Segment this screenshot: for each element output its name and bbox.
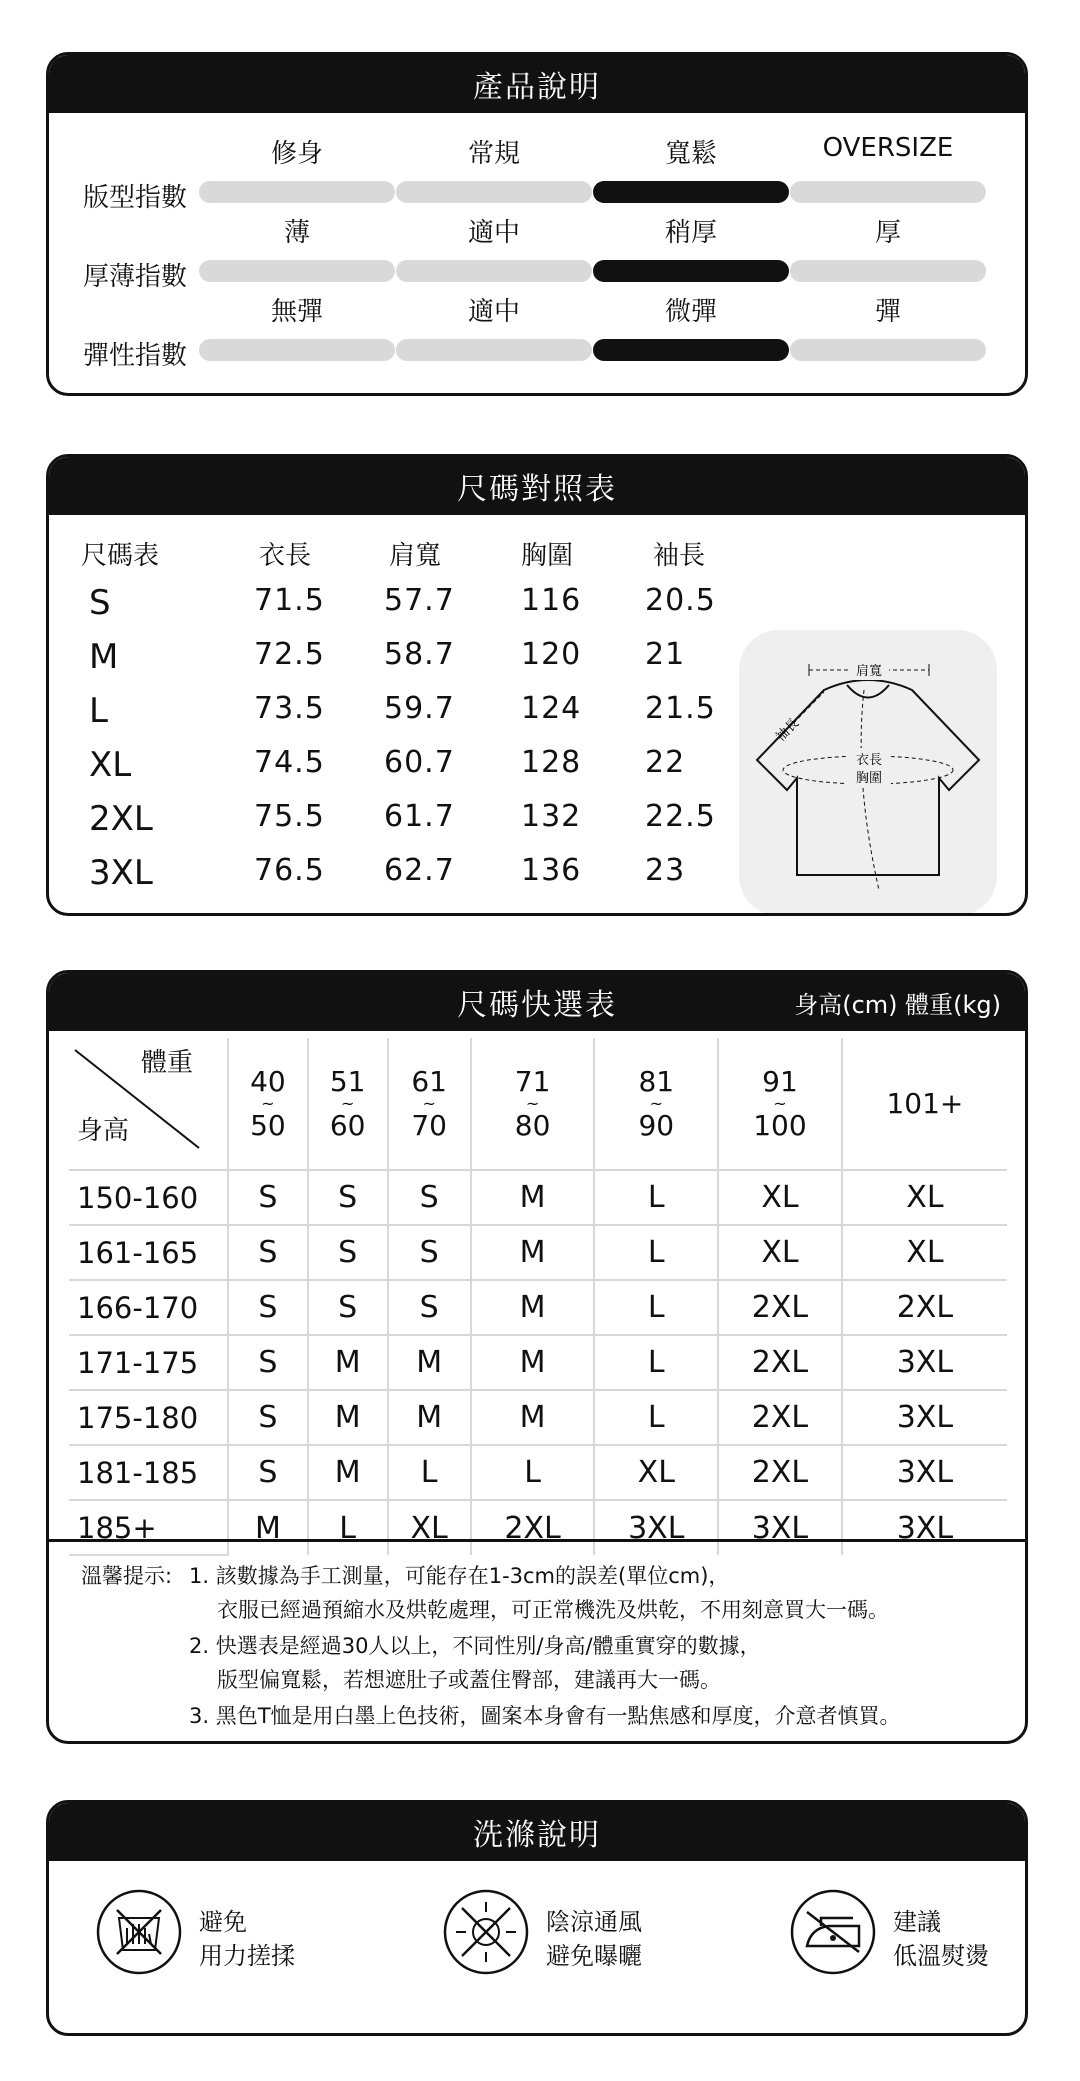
size-value: 74.5 [254,745,325,780]
size-label: 3XL [89,853,153,893]
weight-tilde: ~ [422,1093,436,1113]
product-option-bar [199,339,395,361]
size-cell: L [308,1500,388,1555]
height-range-cell: 185+ [69,1500,228,1555]
weight-range-header [471,1038,595,1170]
size-cell: S [308,1170,388,1225]
product-title: 產品說明 [49,55,1025,113]
size-value: 71.5 [254,583,325,618]
size-value: 75.5 [254,799,325,834]
no-hand-wash-icon [95,1888,183,1976]
size-cell: 2XL [718,1335,842,1390]
size-value: 120 [521,637,582,672]
size-cell: M [228,1500,308,1555]
weight-max: 80 [514,1108,551,1142]
size-cell: 3XL [842,1335,1007,1390]
weight-min: 61 [411,1064,447,1098]
wash-title: 洗滌說明 [49,1803,1025,1861]
size-cell: S [308,1225,388,1280]
size-cell: S [228,1445,308,1500]
height-range-cell: 166-170 [69,1280,228,1335]
product-card [46,52,1028,396]
no-sun-icon [442,1888,530,1976]
weight-max: 50 [250,1108,286,1142]
size-chart-header-chest: 胸圍 [521,541,574,571]
table-row [69,1390,1007,1445]
weight-min: 40 [250,1064,286,1098]
product-option-label: 無彈 [270,297,323,327]
size-label: S [89,583,111,623]
size-value: 124 [521,691,582,726]
size-chart-card [46,454,1028,916]
size-cell: L [594,1280,718,1335]
size-cell: XL [718,1225,842,1280]
weight-range-header [594,1038,718,1170]
size-chart-header-shoulder: 肩寬 [389,541,442,571]
size-label: 2XL [89,799,153,839]
size-cell: L [594,1170,718,1225]
size-cell: XL [388,1500,471,1555]
size-cell: 2XL [842,1280,1007,1335]
product-option-bar [790,181,986,203]
weight-tilde: ~ [773,1093,787,1113]
low-iron-icon [789,1888,877,1976]
weight-max: 60 [329,1108,366,1142]
size-label: L [89,691,108,731]
product-option-bar-selected [593,260,789,282]
weight-range-header [388,1038,471,1170]
size-value: 132 [521,799,582,834]
size-value: 57.7 [384,583,455,618]
size-value: 23 [645,853,686,888]
size-label: XL [89,745,132,785]
size-cell: 3XL [842,1445,1007,1500]
note-1a: 1. 該數據為手工測量，可能存在1-3cm的誤差(單位cm)， [189,1564,730,1588]
product-row [49,291,1025,371]
weight-min: 101+ [886,1086,964,1120]
size-cell: M [471,1335,595,1390]
size-label: M [89,637,119,677]
corner-weight-label: 體重 [141,1048,194,1078]
weight-tilde: ~ [261,1093,275,1113]
wash-2-line1: 陰涼通風 [546,1908,642,1936]
size-cell: 3XL [718,1500,842,1555]
product-option-label: 適中 [467,297,520,327]
table-row [69,1445,1007,1500]
size-value: 58.7 [384,637,455,672]
notes [49,1539,1025,1728]
note-2b: 版型偏寬鬆，若想遮肚子或蓋住臀部，建議再大一碼。 [217,1668,721,1692]
product-option-label: 彈 [874,297,901,327]
product-option-label: 稍厚 [664,218,717,248]
size-value: 128 [521,745,582,780]
size-cell: L [388,1445,471,1500]
notes-label: 溫馨提示: [81,1564,173,1588]
quick-size-card [46,970,1028,1744]
weight-max: 70 [411,1108,447,1142]
product-row [49,133,1025,213]
weight-tilde: ~ [340,1093,355,1113]
size-value: 116 [521,583,582,618]
diagram-chest-label: 胸圍 [855,771,883,786]
size-cell: M [471,1280,595,1335]
size-cell: S [388,1170,471,1225]
product-option-label: 修身 [270,139,323,169]
size-cell: S [388,1225,471,1280]
size-cell: L [594,1335,718,1390]
size-cell: S [228,1335,308,1390]
size-cell: M [471,1390,595,1445]
size-chart-body [49,515,1025,915]
size-cell: 2XL [718,1390,842,1445]
corner-cell [69,1038,228,1170]
product-option-bar [396,260,592,282]
size-value: 136 [521,853,582,888]
size-cell: S [228,1390,308,1445]
size-value: 76.5 [254,853,325,888]
size-cell: S [228,1280,308,1335]
product-option-label: 寬鬆 [664,139,717,169]
diagram-sleeve-label: 袖長 [773,715,803,745]
size-cell: 3XL [842,1390,1007,1445]
height-range-cell: 181-185 [69,1445,228,1500]
weight-tilde: ~ [525,1093,540,1113]
table-row [69,1500,1007,1555]
weight-range-header [308,1038,388,1170]
size-cell: 2XL [718,1280,842,1335]
size-cell: M [308,1390,388,1445]
product-option-bar [396,339,592,361]
product-row-label: 彈性指數 [83,341,188,371]
weight-max: 100 [753,1108,807,1142]
wash-1-line2: 用力搓揉 [199,1942,295,1970]
weight-range-header [228,1038,308,1170]
size-value: 72.5 [254,637,325,672]
wash-3-line2: 低溫熨燙 [893,1942,989,1970]
product-option-bar [199,181,395,203]
weight-min: 81 [638,1064,675,1098]
size-value: 59.7 [384,691,455,726]
size-value: 21.5 [645,691,716,726]
size-cell: L [471,1445,595,1500]
diagram-length-label: 衣長 [855,753,883,768]
note-3: 3. 黑色T恤是用白墨上色技術，圖案本身會有一點焦感和厚度，介意者慎買。 [189,1704,901,1728]
size-value: 62.7 [384,853,455,888]
size-cell: S [228,1225,308,1280]
size-cell: L [594,1390,718,1445]
size-cell: XL [842,1225,1007,1280]
weight-min: 91 [762,1064,798,1098]
tshirt-diagram-icon [739,630,997,916]
size-cell: 2XL [718,1445,842,1500]
quick-header-row [69,1038,1007,1170]
size-cell: L [594,1225,718,1280]
wash-1-line1: 避免 [199,1908,247,1936]
table-row [69,1280,1007,1335]
size-value: 22.5 [645,799,716,834]
size-cell: S [228,1170,308,1225]
product-option-label: 微彈 [664,297,717,327]
product-row-label: 版型指數 [83,183,188,213]
product-option-bar [790,260,986,282]
product-option-bar-selected [593,339,789,361]
size-chart-header-length: 衣長 [259,541,312,571]
size-cell: XL [718,1170,842,1225]
height-range-cell: 150-160 [69,1170,228,1225]
weight-min: 71 [514,1064,551,1098]
size-value: 20.5 [645,583,716,618]
size-cell: XL [594,1445,718,1500]
weight-min: 51 [329,1064,366,1098]
product-row [49,212,1025,292]
size-cell: XL [842,1170,1007,1225]
product-option-label: 適中 [467,218,520,248]
product-option-label: 薄 [283,218,310,248]
size-cell: S [388,1280,471,1335]
size-value: 73.5 [254,691,325,726]
size-cell: S [308,1280,388,1335]
size-cell: M [471,1170,595,1225]
weight-tilde: ~ [649,1093,663,1113]
product-option-bar [790,339,986,361]
quick-size-title: 尺碼快選表 身高(cm) 體重(kg) [49,973,1025,1031]
size-cell: 3XL [842,1500,1007,1555]
tshirt-diagram [739,630,997,916]
product-option-label: 厚 [874,218,901,248]
product-option-bar [199,260,395,282]
size-cell: 3XL [594,1500,718,1555]
size-value: 21 [645,637,686,672]
size-cell: M [471,1225,595,1280]
diagram-shoulder-label: 肩寬 [855,664,883,679]
corner-height-label: 身高 [77,1116,130,1146]
size-value: 61.7 [384,799,455,834]
table-row [69,1335,1007,1390]
size-cell: M [388,1335,471,1390]
table-row [69,1170,1007,1225]
table-row [69,1225,1007,1280]
size-value: 60.7 [384,745,455,780]
weight-range-header [842,1038,1007,1170]
size-chart-title: 尺碼對照表 [49,457,1025,515]
product-option-bar-selected [593,181,789,203]
height-range-cell: 175-180 [69,1390,228,1445]
quick-size-units: 身高(cm) 體重(kg) [794,990,1001,1019]
product-option-bar [396,181,592,203]
height-range-cell: 161-165 [69,1225,228,1280]
product-option-label: 常規 [467,139,520,169]
size-value: 22 [645,745,686,780]
note-1b: 衣服已經過預縮水及烘乾處理，可正常機洗及烘乾，不用刻意買大一碼。 [217,1598,889,1622]
product-option-label: OVERSIZE [822,133,954,163]
size-cell: 2XL [471,1500,595,1555]
weight-range-header [718,1038,842,1170]
size-cell: M [388,1390,471,1445]
wash-2-line2: 避免曝曬 [546,1942,642,1970]
product-row-label: 厚薄指數 [83,262,188,292]
height-range-cell: 171-175 [69,1335,228,1390]
note-2a: 2. 快選表是經過30人以上，不同性別/身高/體重實穿的數據， [189,1634,761,1658]
size-chart-header-sleeve: 袖長 [653,541,706,571]
quick-size-table [69,1038,1007,1556]
size-chart-header-size: 尺碼表 [81,541,160,571]
wash-card [46,1800,1028,2036]
size-cell: M [308,1335,388,1390]
weight-max: 90 [638,1108,675,1142]
size-cell: M [308,1445,388,1500]
wash-3-line1: 建議 [893,1908,941,1936]
